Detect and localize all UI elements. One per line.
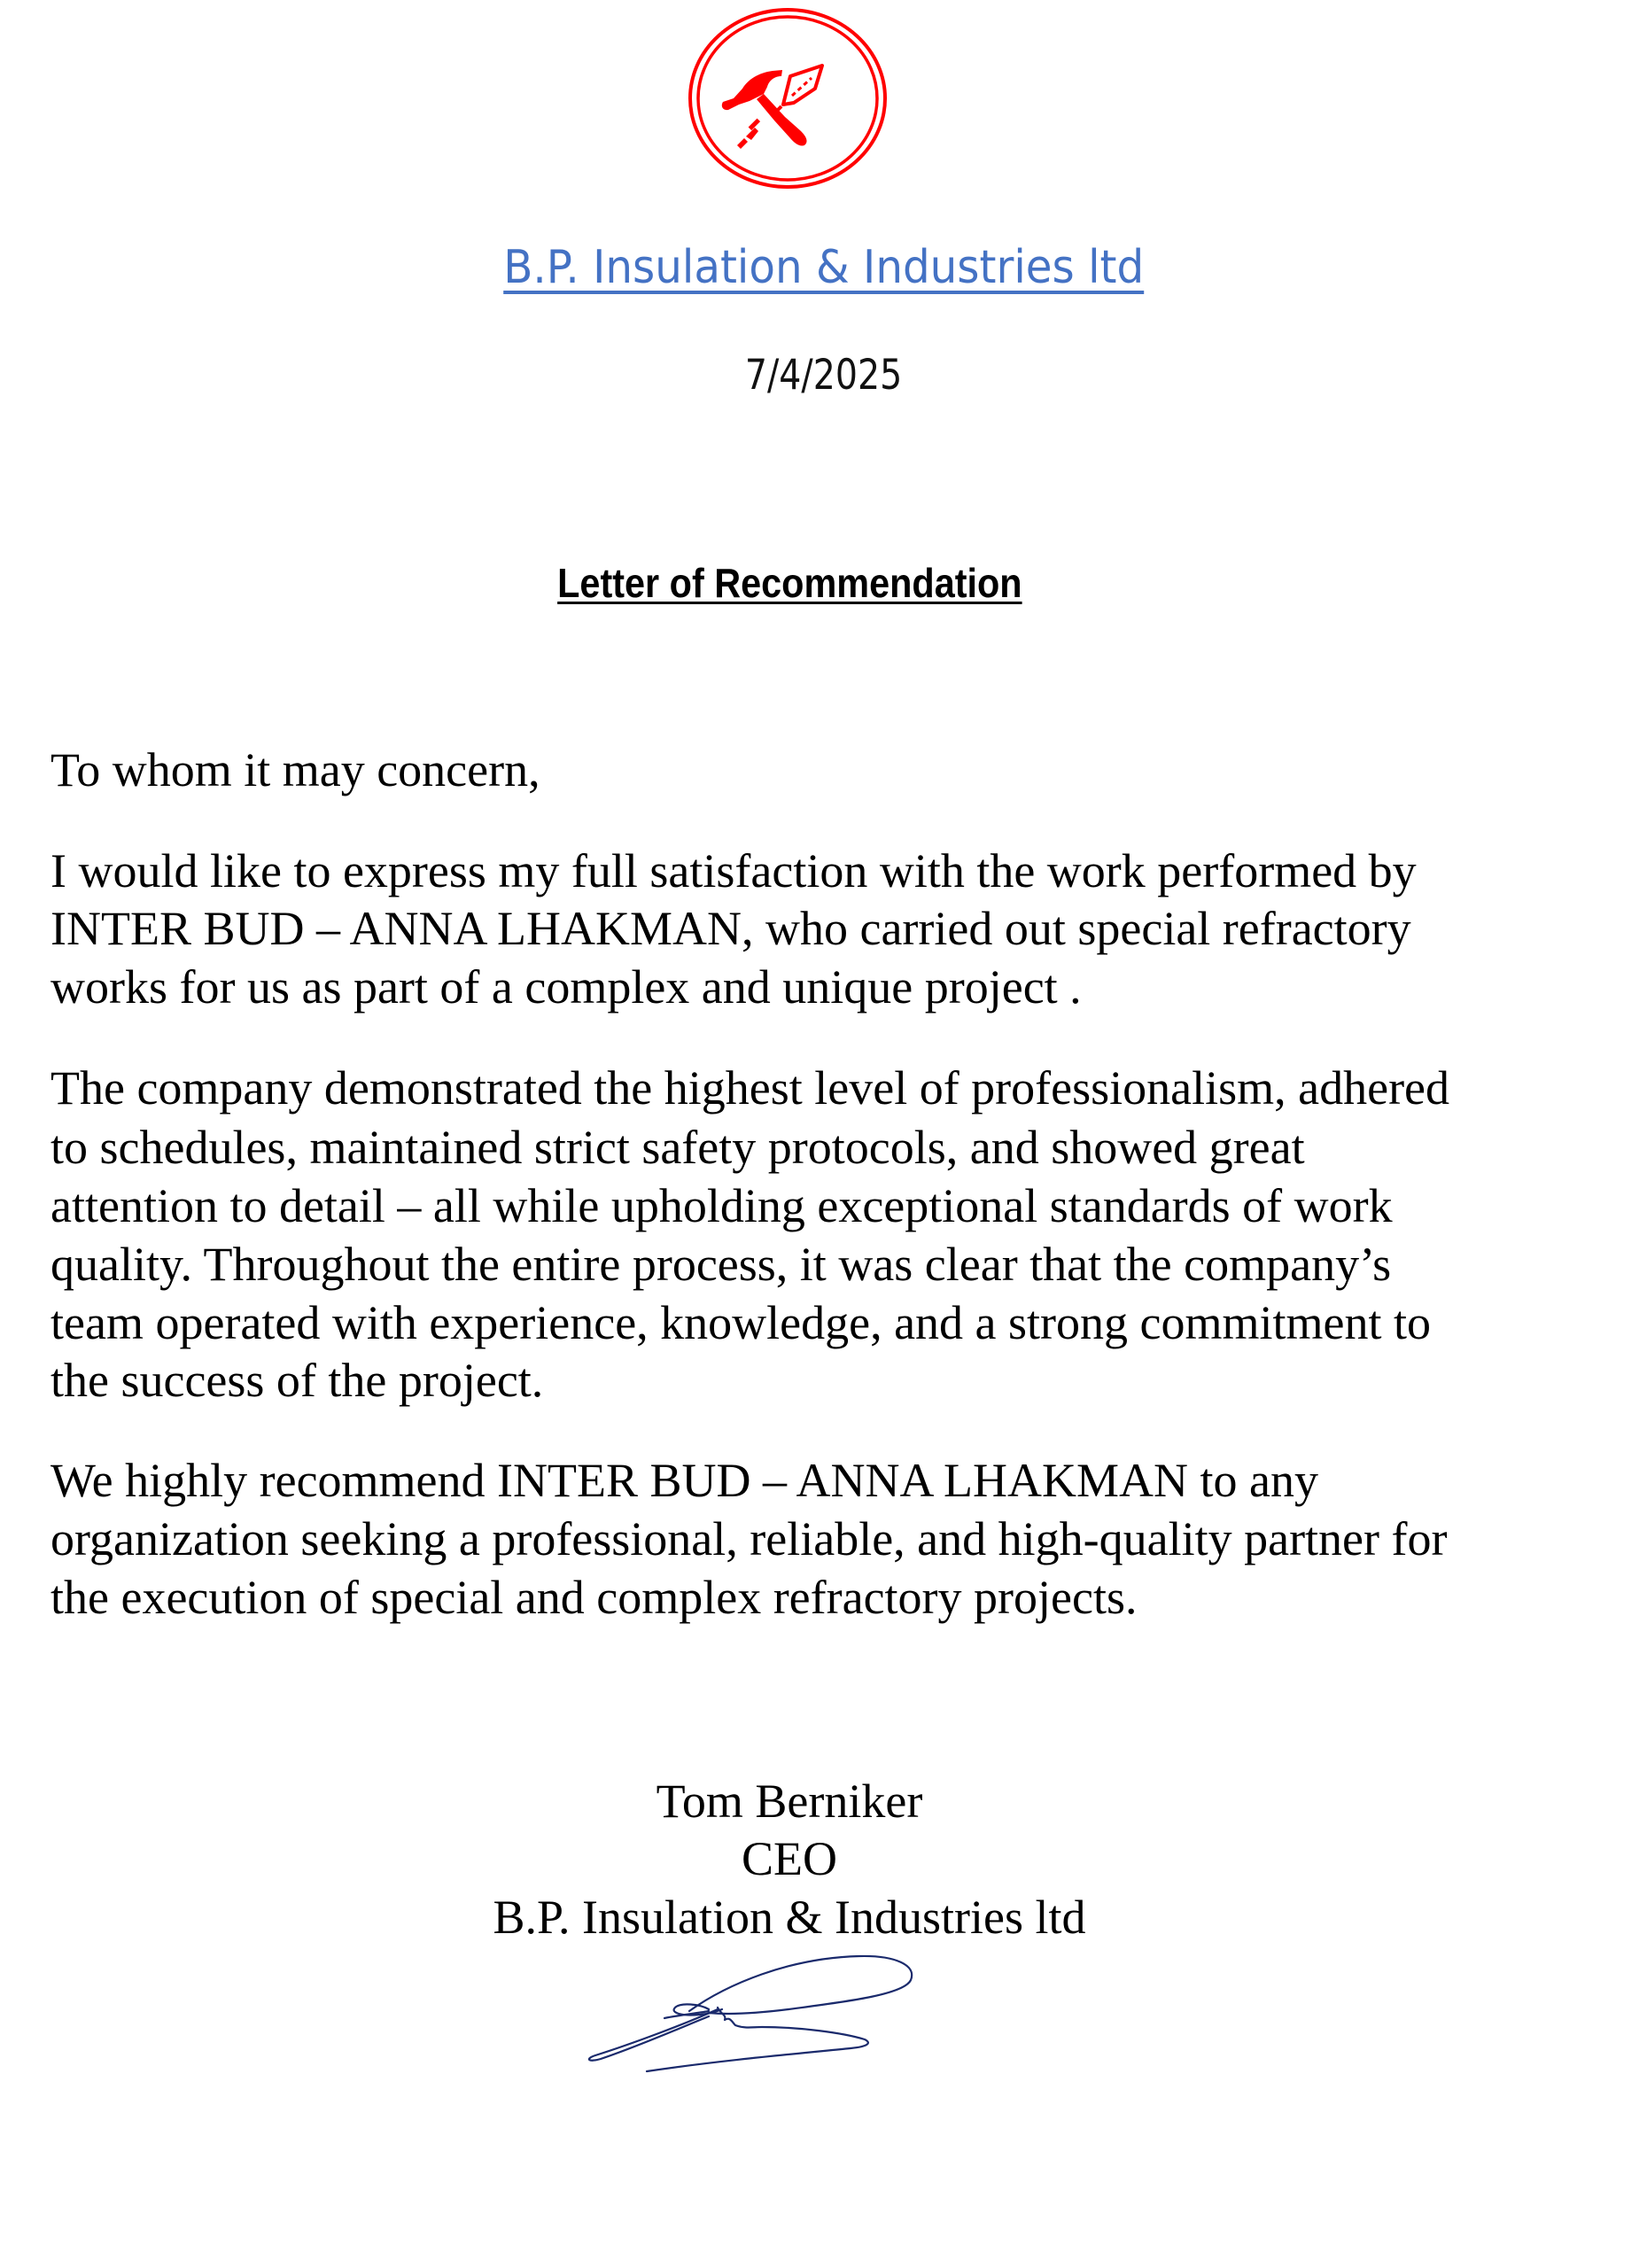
paragraph-line: works for us as part of a complex and unique project . xyxy=(50,960,1082,1014)
paragraph-line: team operated with experience, knowledge, and a strong commitment to xyxy=(50,1296,1431,1349)
logo-outer-ring xyxy=(690,10,885,187)
paragraph-line: The company demonstrated the highest level of professionalism, adhered xyxy=(50,1061,1450,1115)
letter-heading-text: Letter of Recommendation xyxy=(556,560,1022,606)
signer-company: B.P. Insulation & Industries ltd xyxy=(493,1891,1086,1944)
letter-date xyxy=(0,347,1647,404)
paragraph-line: I would like to express my full satisfaction with the work performed by xyxy=(50,844,1417,897)
logo-inner-ring xyxy=(698,17,877,180)
letter-date-text: 7/4/2025 xyxy=(744,351,903,400)
signer-title: CEO xyxy=(742,1832,837,1885)
letter-heading xyxy=(0,556,1579,610)
paragraph-line: attention to detail – all while upholding exceptional standards of work xyxy=(50,1179,1393,1232)
paragraph-line: organization seeking a professional, reliable, and high-quality partner for xyxy=(50,1512,1448,1565)
paragraph-line: to schedules, maintained strict safety protocols, and showed great xyxy=(50,1121,1305,1174)
handwritten-signature xyxy=(576,1940,930,2073)
paragraph-line: We highly recommend INTER BUD – ANNA LHAKMAN to any xyxy=(50,1454,1318,1507)
company-name-title xyxy=(0,234,1647,301)
company-name-text: B.P. Insulation & Industries ltd xyxy=(502,241,1144,294)
paragraph-line: the execution of special and complex refractory projects. xyxy=(50,1571,1138,1624)
paragraph-line: INTER BUD – ANNA LHAKMAN, who carried out special refractory xyxy=(50,902,1411,955)
paragraph-line: quality. Throughout the entire process, it was clear that the company’s xyxy=(50,1238,1392,1291)
company-logo-seal-icon xyxy=(688,7,888,190)
paragraph-line: the success of the project. xyxy=(50,1354,544,1407)
hammer-icon xyxy=(722,70,807,149)
pen-nib-icon xyxy=(776,66,822,112)
signer-name: Tom Berniker xyxy=(656,1775,923,1828)
salutation: To whom it may concern, xyxy=(50,743,540,796)
